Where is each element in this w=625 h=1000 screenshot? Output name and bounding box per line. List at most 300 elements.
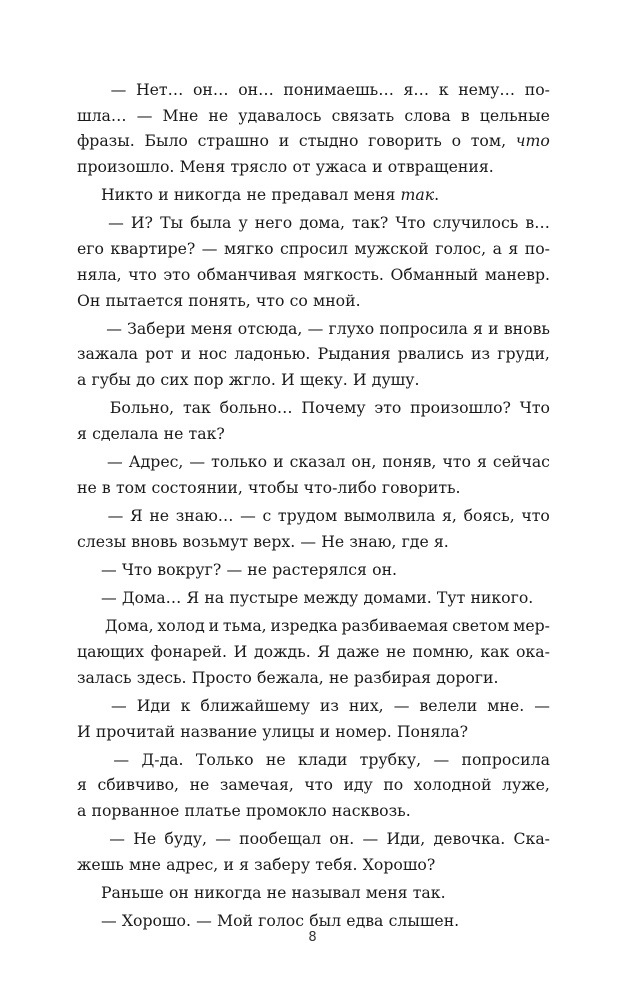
word: Только	[195, 749, 254, 769]
word: никого.	[470, 588, 534, 608]
word: боясь,	[463, 506, 515, 525]
word: пообещал	[239, 829, 322, 849]
word: Просто	[191, 667, 252, 687]
word: отвращения.	[387, 157, 494, 177]
word: губы	[91, 370, 131, 390]
word: и	[158, 185, 169, 205]
word: случилось	[432, 213, 519, 233]
word: трудом	[277, 506, 338, 525]
word: насквозь.	[331, 801, 411, 821]
text-line	[77, 128, 550, 154]
text-line	[77, 288, 550, 314]
word: у	[238, 213, 248, 233]
word: Раньше	[101, 883, 164, 903]
word: —	[189, 452, 206, 472]
word: что	[515, 131, 550, 151]
word: Что	[121, 559, 153, 579]
word: велели	[419, 695, 478, 715]
word: он.	[329, 829, 355, 849]
word: —	[101, 911, 117, 931]
word: это	[163, 264, 191, 284]
word: верх.	[253, 531, 296, 551]
word: номер.	[335, 721, 392, 741]
word: говорить	[368, 131, 442, 151]
text-line	[77, 852, 550, 878]
word: не	[265, 749, 286, 769]
word: между	[303, 588, 359, 608]
word: залась	[77, 667, 132, 687]
word: что	[521, 506, 550, 525]
word: с	[262, 506, 272, 525]
word: И	[233, 641, 248, 661]
word: разбирая	[353, 667, 432, 687]
word: что	[255, 290, 285, 310]
word: он,	[351, 452, 377, 472]
text-line	[77, 585, 550, 611]
text-line	[77, 154, 550, 180]
word: пор	[193, 370, 224, 390]
word: как	[480, 641, 510, 661]
word: И	[352, 370, 367, 390]
word: улицы	[262, 721, 315, 741]
word: Забери	[127, 318, 186, 338]
page-number: 8	[308, 930, 317, 945]
word: Мне	[162, 105, 199, 125]
word: цельные	[479, 105, 550, 125]
text-line	[77, 503, 550, 529]
word: что	[442, 452, 471, 472]
word: по-	[524, 80, 550, 99]
word: Иди,	[386, 829, 426, 849]
word: —	[109, 829, 125, 849]
word: я	[77, 775, 87, 795]
word: Что	[519, 398, 550, 418]
word: едва	[346, 911, 384, 931]
paragraph-indent	[77, 77, 101, 103]
text-line	[77, 826, 550, 852]
word: в…	[525, 213, 550, 233]
word: он…	[192, 80, 229, 99]
word: произошло.	[77, 157, 175, 177]
word: Не	[321, 531, 345, 551]
word: был	[309, 911, 342, 931]
word: зажала	[77, 344, 139, 364]
text-line	[77, 316, 550, 342]
word: растерялся	[272, 559, 367, 579]
word: знаю,	[349, 531, 397, 551]
text-line	[77, 693, 550, 719]
word: —	[108, 213, 124, 233]
word: Я	[130, 506, 143, 525]
word: и	[208, 616, 220, 636]
word: —	[300, 531, 317, 551]
paragraph-indent	[77, 557, 101, 583]
word: я.	[433, 531, 449, 551]
word: Дома,	[104, 616, 154, 636]
word: вокруг?	[157, 559, 222, 579]
word: вновь	[131, 531, 178, 551]
word: называл	[291, 883, 361, 903]
word: а	[492, 239, 502, 259]
word: порванное	[91, 801, 180, 821]
word: —	[136, 105, 153, 125]
word: меня	[353, 185, 396, 205]
word: —	[106, 318, 122, 338]
word: больно…	[219, 398, 293, 418]
word: Иди	[136, 695, 171, 715]
word: холод	[157, 616, 205, 636]
word: до	[136, 370, 156, 390]
word: мер-	[513, 616, 550, 636]
word: рот	[145, 344, 174, 364]
word: слезы	[77, 531, 127, 551]
word: я,	[442, 506, 457, 525]
word: от	[292, 157, 311, 177]
word: Я	[317, 641, 331, 661]
word: так?	[188, 423, 225, 443]
word: Адрес,	[128, 452, 184, 472]
word: изредка	[270, 616, 338, 636]
word: меня	[190, 318, 233, 338]
word: поняв,	[382, 452, 437, 472]
word: обманчивая	[196, 264, 297, 284]
text-line	[77, 557, 550, 583]
word: Я	[186, 588, 200, 608]
word: Почему	[301, 398, 366, 418]
word: Меня	[179, 157, 226, 177]
word: Что	[395, 213, 426, 233]
word: не	[266, 883, 287, 903]
word: нос	[198, 344, 228, 364]
word: них,	[348, 695, 384, 715]
word: слова	[404, 105, 451, 125]
word: я…	[403, 80, 430, 99]
word: спросил	[280, 239, 348, 259]
text-line	[77, 719, 550, 745]
word: возьмут	[182, 531, 249, 551]
word: буду,	[164, 829, 207, 849]
word: со	[289, 290, 308, 310]
word: даже	[336, 641, 380, 661]
word: это	[374, 398, 402, 418]
text-line	[77, 262, 550, 288]
word: мягкость.	[303, 264, 384, 284]
word: здесь.	[136, 667, 187, 687]
word: вымолвила	[343, 506, 436, 525]
word: и	[278, 131, 290, 151]
word: Ска-	[513, 829, 550, 849]
word: страшно	[197, 131, 269, 151]
word: промокло	[245, 801, 327, 821]
text-line	[77, 665, 550, 691]
word: —	[201, 239, 218, 259]
word: никогда	[194, 883, 262, 903]
word: Обманный	[390, 264, 479, 284]
paragraph-indent	[77, 747, 101, 773]
text-line	[77, 395, 550, 421]
word: Дома…	[121, 588, 182, 608]
word: не	[189, 775, 210, 795]
word: ока-	[515, 641, 550, 661]
word: луже,	[502, 775, 550, 795]
word: отсюда,	[237, 318, 303, 338]
word: мужской	[354, 239, 429, 259]
word: знаю…	[175, 506, 234, 525]
text-line	[77, 529, 550, 555]
word: не	[77, 477, 97, 497]
word: сбивчиво,	[97, 775, 180, 795]
body-text	[77, 77, 550, 934]
word: щеку.	[299, 370, 348, 390]
word: дороги.	[436, 667, 499, 687]
word: предавал	[271, 185, 349, 205]
word: И	[281, 370, 295, 390]
text-line	[77, 77, 550, 103]
word: и	[372, 157, 383, 177]
word: —	[433, 749, 450, 769]
word: голос,	[435, 239, 487, 259]
word: так?	[352, 213, 389, 233]
word: —	[307, 318, 324, 338]
word: иду	[343, 775, 373, 795]
word: —	[113, 749, 130, 769]
word: так.	[412, 883, 446, 903]
word: не	[247, 559, 268, 579]
word: чтобы	[248, 477, 299, 497]
word: холодной	[413, 775, 492, 795]
paragraph-indent	[77, 826, 101, 852]
word: Рыдания	[317, 344, 391, 364]
word: только	[211, 452, 268, 472]
word: на	[204, 588, 225, 608]
word: я	[239, 854, 249, 874]
word: вновь	[503, 318, 550, 338]
word: замечая,	[219, 775, 294, 795]
word: а	[77, 801, 87, 821]
word: светом	[452, 616, 510, 636]
text-line	[77, 747, 550, 773]
word: не	[386, 641, 406, 661]
word: Поняла?	[396, 721, 469, 741]
word: к	[180, 695, 191, 715]
word: была	[190, 213, 232, 233]
word: нему…	[458, 80, 516, 99]
word: тьма,	[222, 616, 267, 636]
word: трясло	[230, 157, 288, 177]
paragraph-indent	[77, 693, 101, 719]
word: глухо	[328, 318, 375, 338]
word: о	[451, 131, 462, 151]
word: фразы.	[77, 131, 135, 151]
word: Хорошо.	[121, 911, 191, 931]
word: сейчас	[492, 452, 550, 472]
word: что	[304, 775, 333, 795]
word: не	[246, 185, 267, 205]
paragraph-indent	[77, 449, 101, 475]
word: мной.	[313, 290, 361, 310]
word: дождь.	[253, 641, 311, 661]
text-line	[77, 639, 550, 665]
word: стыдно	[298, 131, 359, 151]
word: Было	[144, 131, 188, 151]
word: тебя.	[315, 854, 358, 874]
word: клади	[298, 749, 348, 769]
word: так	[182, 398, 211, 418]
word: —	[226, 559, 243, 579]
word: него	[254, 213, 293, 233]
word: что	[128, 264, 157, 284]
word: пустыре	[229, 588, 299, 608]
word: в	[460, 105, 470, 125]
word: ближайшему	[200, 695, 310, 715]
word: его	[77, 239, 104, 259]
word: квартире?	[110, 239, 196, 259]
word: Нет…	[135, 80, 184, 99]
word: название	[180, 721, 258, 741]
word: Больно,	[109, 398, 175, 418]
word: мне.	[487, 695, 525, 715]
word: домами.	[363, 588, 432, 608]
word: И	[77, 721, 91, 741]
word: и	[488, 318, 499, 338]
word: и	[319, 721, 331, 741]
word: и	[273, 452, 284, 472]
word: трубку,	[359, 749, 422, 769]
word: произошло?	[410, 398, 511, 418]
word: —	[107, 506, 124, 525]
word: я	[508, 239, 519, 259]
word: адрес,	[166, 854, 219, 874]
word: няла,	[77, 264, 122, 284]
word: Д-да.	[141, 749, 184, 769]
word: бежала,	[256, 667, 324, 687]
text-line	[77, 772, 550, 798]
word: по-	[524, 239, 550, 259]
word: понимаешь…	[283, 80, 394, 99]
text-line	[77, 421, 550, 447]
word: том,	[470, 131, 507, 151]
word: пытается	[105, 290, 184, 310]
word: И?	[130, 213, 153, 233]
word: Он	[77, 290, 101, 310]
word: голос	[258, 911, 305, 931]
word: заберу	[254, 854, 311, 874]
word: Хорошо?	[362, 854, 436, 874]
word: сказал	[289, 452, 346, 472]
word: к	[438, 80, 449, 99]
word: попросила	[461, 749, 550, 769]
paragraph-indent	[77, 503, 101, 529]
word: платье	[184, 801, 241, 821]
word: —	[196, 911, 212, 931]
text-line	[77, 210, 550, 236]
word: я	[476, 452, 487, 472]
word: шла…	[77, 105, 127, 125]
word: рвались	[397, 344, 464, 364]
word: я	[77, 423, 87, 443]
word: он	[168, 883, 189, 903]
word: не	[328, 667, 349, 687]
word: девочка.	[433, 829, 506, 849]
word: дома,	[299, 213, 345, 233]
word: сделала	[92, 423, 159, 443]
word: разбиваемая	[341, 616, 449, 636]
paragraph-indent	[77, 182, 101, 208]
word: —	[240, 506, 256, 525]
word: попросила	[379, 318, 468, 338]
word: том	[115, 477, 147, 497]
word: не	[163, 423, 184, 443]
word: помню,	[412, 641, 474, 661]
word: Не	[133, 829, 157, 849]
word: так.	[400, 185, 440, 205]
word: прочитай	[95, 721, 176, 741]
word: —	[107, 452, 123, 472]
word: мне	[129, 854, 161, 874]
word: мягко	[223, 239, 274, 259]
paragraph-indent	[77, 395, 101, 421]
text-line	[77, 367, 550, 393]
word: Тут	[436, 588, 466, 608]
text-line	[77, 236, 550, 262]
word: фонарей.	[150, 641, 227, 661]
word: груди,	[497, 344, 550, 364]
text-line	[77, 880, 550, 906]
word: —	[534, 695, 550, 715]
word: —	[362, 829, 379, 849]
paragraph-indent	[77, 613, 101, 639]
word: по	[383, 775, 404, 795]
word: связать	[331, 105, 395, 125]
word: слышен.	[388, 911, 460, 931]
word: состоянии,	[151, 477, 243, 497]
word: Мой	[217, 911, 253, 931]
paragraph-indent	[77, 880, 101, 906]
text-line	[77, 475, 550, 501]
word: и	[223, 854, 234, 874]
word: меня	[365, 883, 408, 903]
text-line	[77, 182, 550, 208]
word: сих	[160, 370, 189, 390]
word: в	[101, 477, 111, 497]
word: ладонью.	[234, 344, 311, 364]
word: из	[319, 695, 339, 715]
word: удавалось	[238, 105, 322, 125]
word: он…	[238, 80, 274, 99]
paragraph-indent	[77, 210, 101, 236]
word: цающих	[77, 641, 144, 661]
word: —	[110, 80, 127, 99]
word: —	[101, 588, 117, 608]
paragraph-indent	[77, 585, 101, 611]
text-line	[77, 798, 550, 824]
word: —	[111, 695, 127, 715]
word: ужаса	[315, 157, 367, 177]
word: что-либо	[303, 477, 377, 497]
paragraph-indent	[77, 316, 101, 342]
word: —	[215, 829, 231, 849]
word: он.	[372, 559, 398, 579]
word: душу.	[371, 370, 420, 390]
word: маневр.	[484, 264, 550, 284]
text-line	[77, 449, 550, 475]
word: а	[77, 370, 87, 390]
text-line	[77, 341, 550, 367]
word: понять,	[188, 290, 251, 310]
word: где	[401, 531, 429, 551]
word: Никто	[101, 185, 154, 205]
word: жешь	[77, 854, 124, 874]
